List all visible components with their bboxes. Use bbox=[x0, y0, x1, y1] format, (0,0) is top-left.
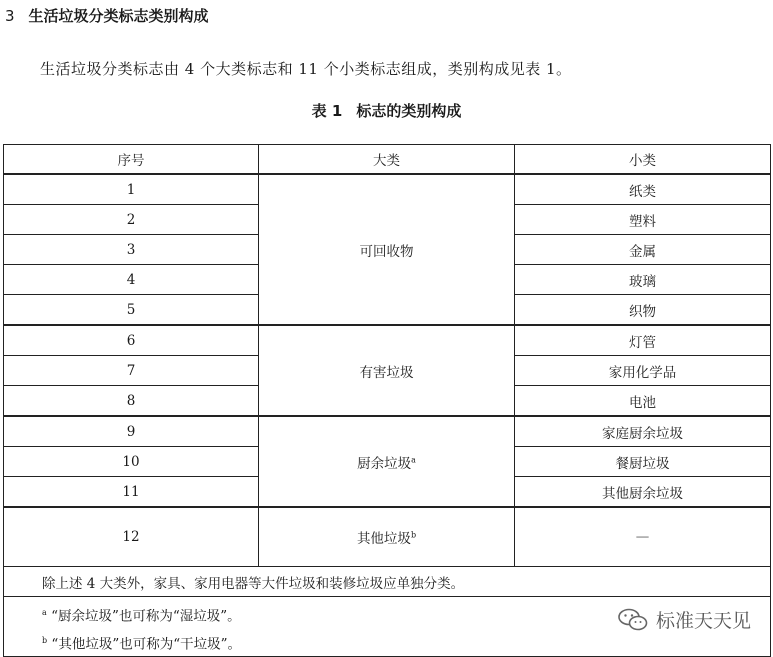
minor-cell: 玻璃 bbox=[515, 265, 771, 295]
table-row bbox=[4, 174, 771, 205]
section-title: 生活垃圾分类标志类别构成 bbox=[28, 7, 209, 25]
header-major: 大类 bbox=[259, 145, 515, 175]
header-minor: 小类 bbox=[515, 145, 771, 175]
footnote-mark: b bbox=[410, 530, 417, 540]
major-cell-recyclable bbox=[259, 174, 515, 325]
footnote-text: “厨余垃圾”也可称为“湿垃圾”。 bbox=[51, 608, 241, 625]
wechat-icon bbox=[618, 608, 648, 632]
table-title bbox=[0, 100, 773, 121]
table-row bbox=[4, 416, 771, 447]
table-header-row bbox=[4, 145, 771, 175]
minor-cell: 灯管 bbox=[515, 325, 771, 356]
seq-cell: 3 bbox=[4, 235, 259, 265]
major-label: 可回收物 bbox=[359, 243, 414, 260]
minor-cell: 其他厨余垃圾 bbox=[515, 477, 771, 508]
major-cell-other bbox=[259, 507, 515, 567]
table-number: 表 1 bbox=[311, 102, 343, 120]
watermark-text: 标准天天见 bbox=[655, 610, 751, 632]
intro-paragraph: 生活垃圾分类标志由 4 个大类标志和 11 个小类标志组成，类别构成见表 1。 bbox=[40, 60, 572, 78]
seq-cell: 8 bbox=[4, 386, 259, 417]
seq-cell: 1 bbox=[4, 174, 259, 205]
seq-cell: 10 bbox=[4, 447, 259, 477]
table-title-text: 标志的类别构成 bbox=[356, 102, 462, 120]
minor-cell: 纸类 bbox=[515, 174, 771, 205]
minor-cell: 家庭厨余垃圾 bbox=[515, 416, 771, 447]
table-note: 除上述 4 大类外，家具、家用电器等大件垃圾和装修垃圾应单独分类。 bbox=[4, 567, 771, 597]
footnote-mark: b bbox=[42, 635, 48, 645]
seq-cell: 9 bbox=[4, 416, 259, 447]
table-row bbox=[4, 325, 771, 356]
seq-cell: 11 bbox=[4, 477, 259, 508]
header-seq: 序号 bbox=[4, 145, 259, 175]
section-heading bbox=[5, 5, 209, 26]
major-label: 其他垃圾 bbox=[356, 531, 411, 547]
major-cell-kitchen bbox=[259, 416, 515, 507]
footnote-mark: a bbox=[42, 608, 47, 617]
major-label: 厨余垃圾 bbox=[357, 455, 412, 472]
minor-cell: 塑料 bbox=[515, 205, 771, 235]
minor-cell: — bbox=[515, 507, 771, 567]
seq-cell: 6 bbox=[4, 325, 259, 356]
seq-cell: 7 bbox=[4, 356, 259, 386]
category-table bbox=[3, 144, 771, 657]
footnote-mark: a bbox=[411, 455, 416, 464]
section-number: 3 bbox=[5, 7, 15, 25]
watermark bbox=[618, 606, 751, 633]
seq-cell: 4 bbox=[4, 265, 259, 295]
seq-cell: 2 bbox=[4, 205, 259, 235]
minor-cell: 织物 bbox=[515, 295, 771, 326]
seq-cell: 5 bbox=[4, 295, 259, 326]
major-cell-hazardous bbox=[259, 325, 515, 416]
minor-cell: 电池 bbox=[515, 386, 771, 417]
footnote-text: “其他垃圾”也可称为“干垃圾”。 bbox=[51, 636, 242, 652]
minor-cell: 金属 bbox=[515, 235, 771, 265]
major-label: 有害垃圾 bbox=[359, 364, 414, 381]
table-row bbox=[4, 507, 771, 567]
seq-cell: 12 bbox=[4, 507, 259, 567]
note-row bbox=[4, 567, 771, 597]
minor-cell: 家用化学品 bbox=[515, 356, 771, 386]
minor-cell: 餐厨垃圾 bbox=[515, 447, 771, 477]
